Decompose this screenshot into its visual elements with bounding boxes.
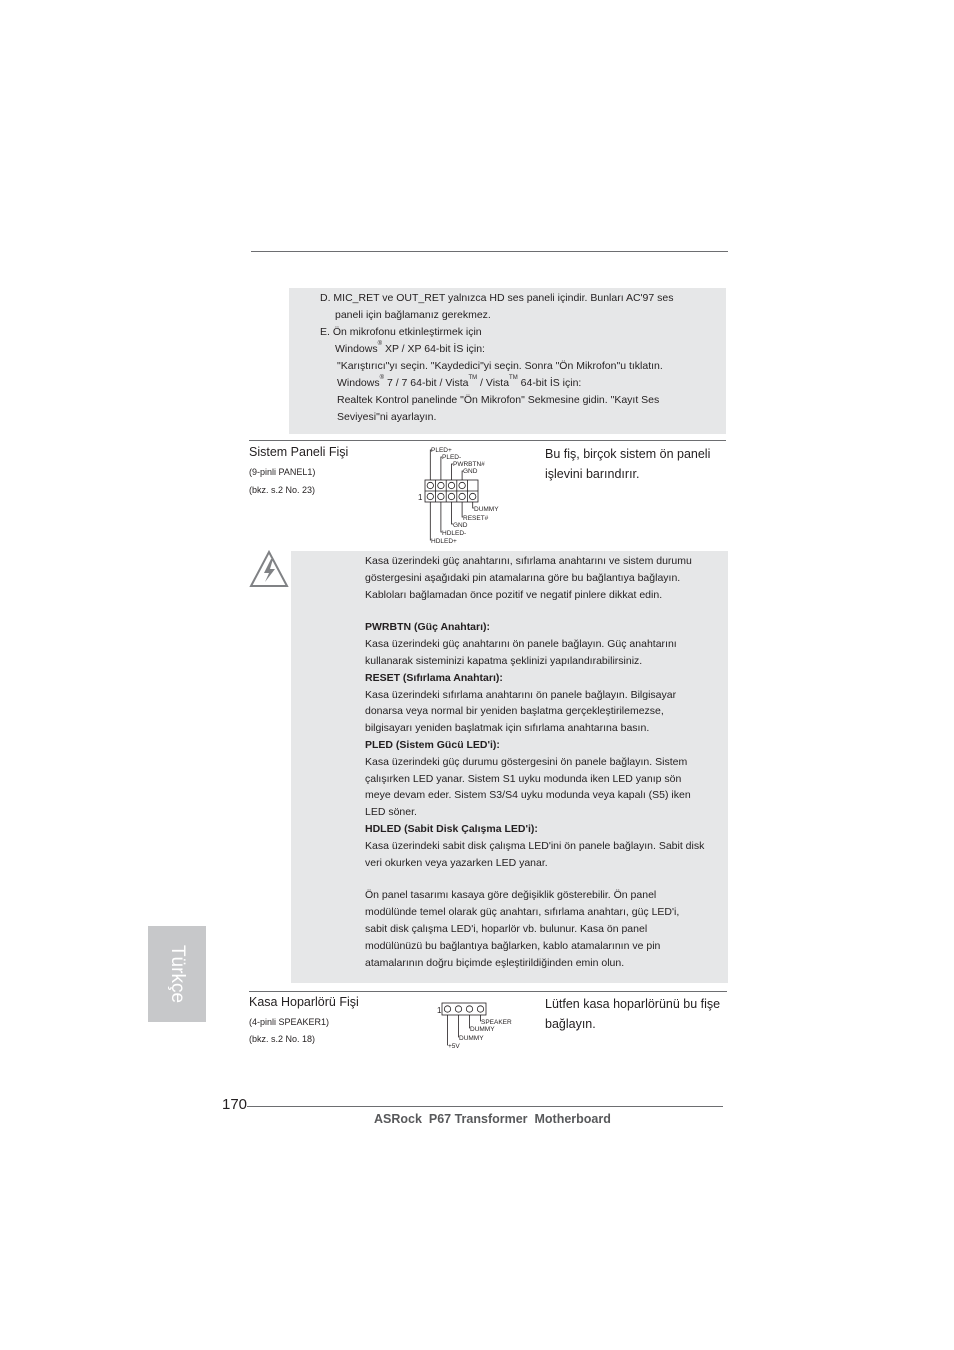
pin: [427, 482, 433, 488]
panel-header-sub2: (bkz. s.2 No. 23): [249, 485, 316, 495]
warning-intro-1: Kasa üzerindeki güç anahtarını, sıfırlama anahtarını ve sistem durumu: [365, 555, 692, 567]
label-gnd-bottom: GND: [453, 522, 468, 529]
label-reset: RESET#: [463, 515, 489, 522]
audio-note-text: [320, 290, 724, 426]
pled-title: PLED (Sistem Gücü LED'i):: [365, 738, 500, 751]
warning-intro-2: göstergesini aşağıdaki pin atamalarına göre bu bağlantıya bağlayın.: [365, 571, 681, 584]
windows-7-line: Windows® 7 / 7 64-bit / Vista™ / Vista™ 64-bit İS için:: [337, 375, 582, 389]
pin: [459, 482, 465, 488]
speaker-header-outline: [442, 1003, 486, 1015]
label-dummy-2: DUMMY: [459, 1035, 484, 1042]
note-item-e: E. Ön mikrofonu etkinleştirmek için: [320, 326, 482, 338]
page-number: 170: [222, 1096, 248, 1113]
speaker-section-rule: [249, 991, 727, 992]
hdled-title: HDLED (Sabit Disk Çalışma LED'i):: [365, 822, 538, 835]
speaker-desc: Lütfen kasa hoparlörünü bu fişe bağlayın.: [545, 997, 721, 1031]
pwrbtn-title: PWRBTN (Güç Anahtarı):: [365, 621, 491, 634]
windows-xp-line: Windows® XP / XP 64-bit İS için:: [335, 341, 485, 355]
pin: [470, 493, 476, 499]
label-hdled-plus: HDLED+: [431, 538, 457, 545]
label-pled-minus: PLED-: [442, 454, 462, 461]
label-pwrbtn: PWRBTN#: [453, 461, 485, 468]
pin: [448, 482, 454, 488]
panel-section-rule: [249, 440, 726, 441]
footer-rule: [247, 1106, 723, 1107]
side-tab-label: Türkçe: [167, 944, 188, 1004]
panel-header-title: Sistem Paneli Fişi: [249, 445, 349, 459]
xp-instruction: "Karıştırıcı"yı seçin. "Kaydedici"yi seçin. Sonra "Ön Mikrofon"u tıklatın.: [337, 360, 663, 372]
label-speaker: SPEAKER: [481, 1019, 512, 1026]
label-speaker-pin1: 1: [437, 1006, 442, 1015]
note-item-d: D. MIC_RET ve OUT_RET yalnızca HD ses paneli içindir. Bunları AC'97 ses paneli için bağlamanız gerekmez.: [320, 292, 674, 321]
pin: [459, 493, 465, 499]
speaker-title: Kasa Hoparlörü Fişi: [249, 995, 359, 1009]
w7-instruction: Realtek Kontrol panelinde "Ön Mikrofon" Sekmesine gidin. "Kayıt Ses: [337, 394, 660, 406]
pin: [438, 493, 444, 499]
label-5v: +5V: [448, 1043, 460, 1050]
warning-text: Kasa üzerindeki güç anahtarını, sıfırlama anahtarını ve sistem durumu göstergesini aşağıdaki pin atamalarına göre bu bağlantıya bağlayın. Kabloları bağlamadan önce pozitif ve negatif pinlere dikkat edin. PWRBTN (Güç Anahtarı): Kasa üzerindeki güç anahtarını ön panele bağlayın. Güç anahtarını kullanarak sisteminizi kapatma şeklinizi yapılandırabilirsiniz. RESET (Sıfırlama Anahtarı): Kasa üzerindeki sıfırlama anahtarını ön panele bağlayın. Bilgisayar donarsa veya normal bir yeniden başlatma gerçekleştirilemezse, bilgisayarı yeniden başlatmak için sıfırlama anahtarına basın. PLED (Sistem Gücü LED'i): Kasa üzerindeki güç durumu göstergesini ön panele bağlayın. Sistem çalışırken LED yanar. Sistem S1 uyku modunda iken LED yanıp sön meye devam eder. Sistem S3/S4 uyku modunda veya kapalı (S5) iken LED söner. HDLED (Sabit Disk Çalışma LED'i): Kasa üzerindeki sabit disk çalışma LED'ini ön panele bağlayın. Sabit disk veri okurken veya yazarken LED yanar. Ön panel tasarımı kasaya göre değişiklik gösterebilir. Ön panel modülünde temel olarak güç anahtarı, sıfırlama anahtarı, güç LED'i, sabit disk çalışma LED'i, hoparlör vb. bulunur. Kasa ön panel modülünüzü bu bağlantıya bağlarken, kablo atamalarının ve pin atamalarının doğru biçimde eşleştirildiğinden emin olun.: [365, 553, 727, 971]
panel1-pin-diagram: [418, 442, 508, 546]
warning-intro-3: Kabloları bağlamadan önce pozitif ve negatif pinlere dikkat edin.: [365, 588, 663, 601]
w7-instruction-2: Seviyesi"ni ayarlayın.: [337, 411, 437, 423]
pin: [438, 482, 444, 488]
label-dummy-1: DUMMY: [470, 1026, 495, 1033]
panel-header-sub1: (9-pinli PANEL1): [249, 467, 316, 477]
label-dummy: DUMMY: [474, 506, 499, 513]
speaker-sub2: (bkz. s.2 No. 18): [249, 1034, 316, 1044]
top-rule: [251, 251, 728, 252]
label-gnd-top: GND: [463, 468, 478, 475]
label-pled-plus: PLED+: [431, 447, 452, 454]
product-name: ASRock P67 Transformer Motherboard: [374, 1112, 611, 1126]
label-pin1: 1: [418, 493, 423, 502]
label-hdled-minus: HDLED-: [442, 530, 467, 537]
pin: [448, 493, 454, 499]
warning-icon: [249, 550, 289, 588]
speaker-pin-diagram: [436, 1000, 516, 1052]
reset-title: RESET (Sıfırlama Anahtarı):: [365, 671, 503, 684]
speaker-sub1: (4-pinli SPEAKER1): [249, 1017, 330, 1027]
language-side-tab: [148, 926, 206, 1022]
pin: [427, 493, 433, 499]
panel-header-desc: Bu fiş, birçok sistem ön paneli işlevini barındırır.: [545, 447, 711, 481]
